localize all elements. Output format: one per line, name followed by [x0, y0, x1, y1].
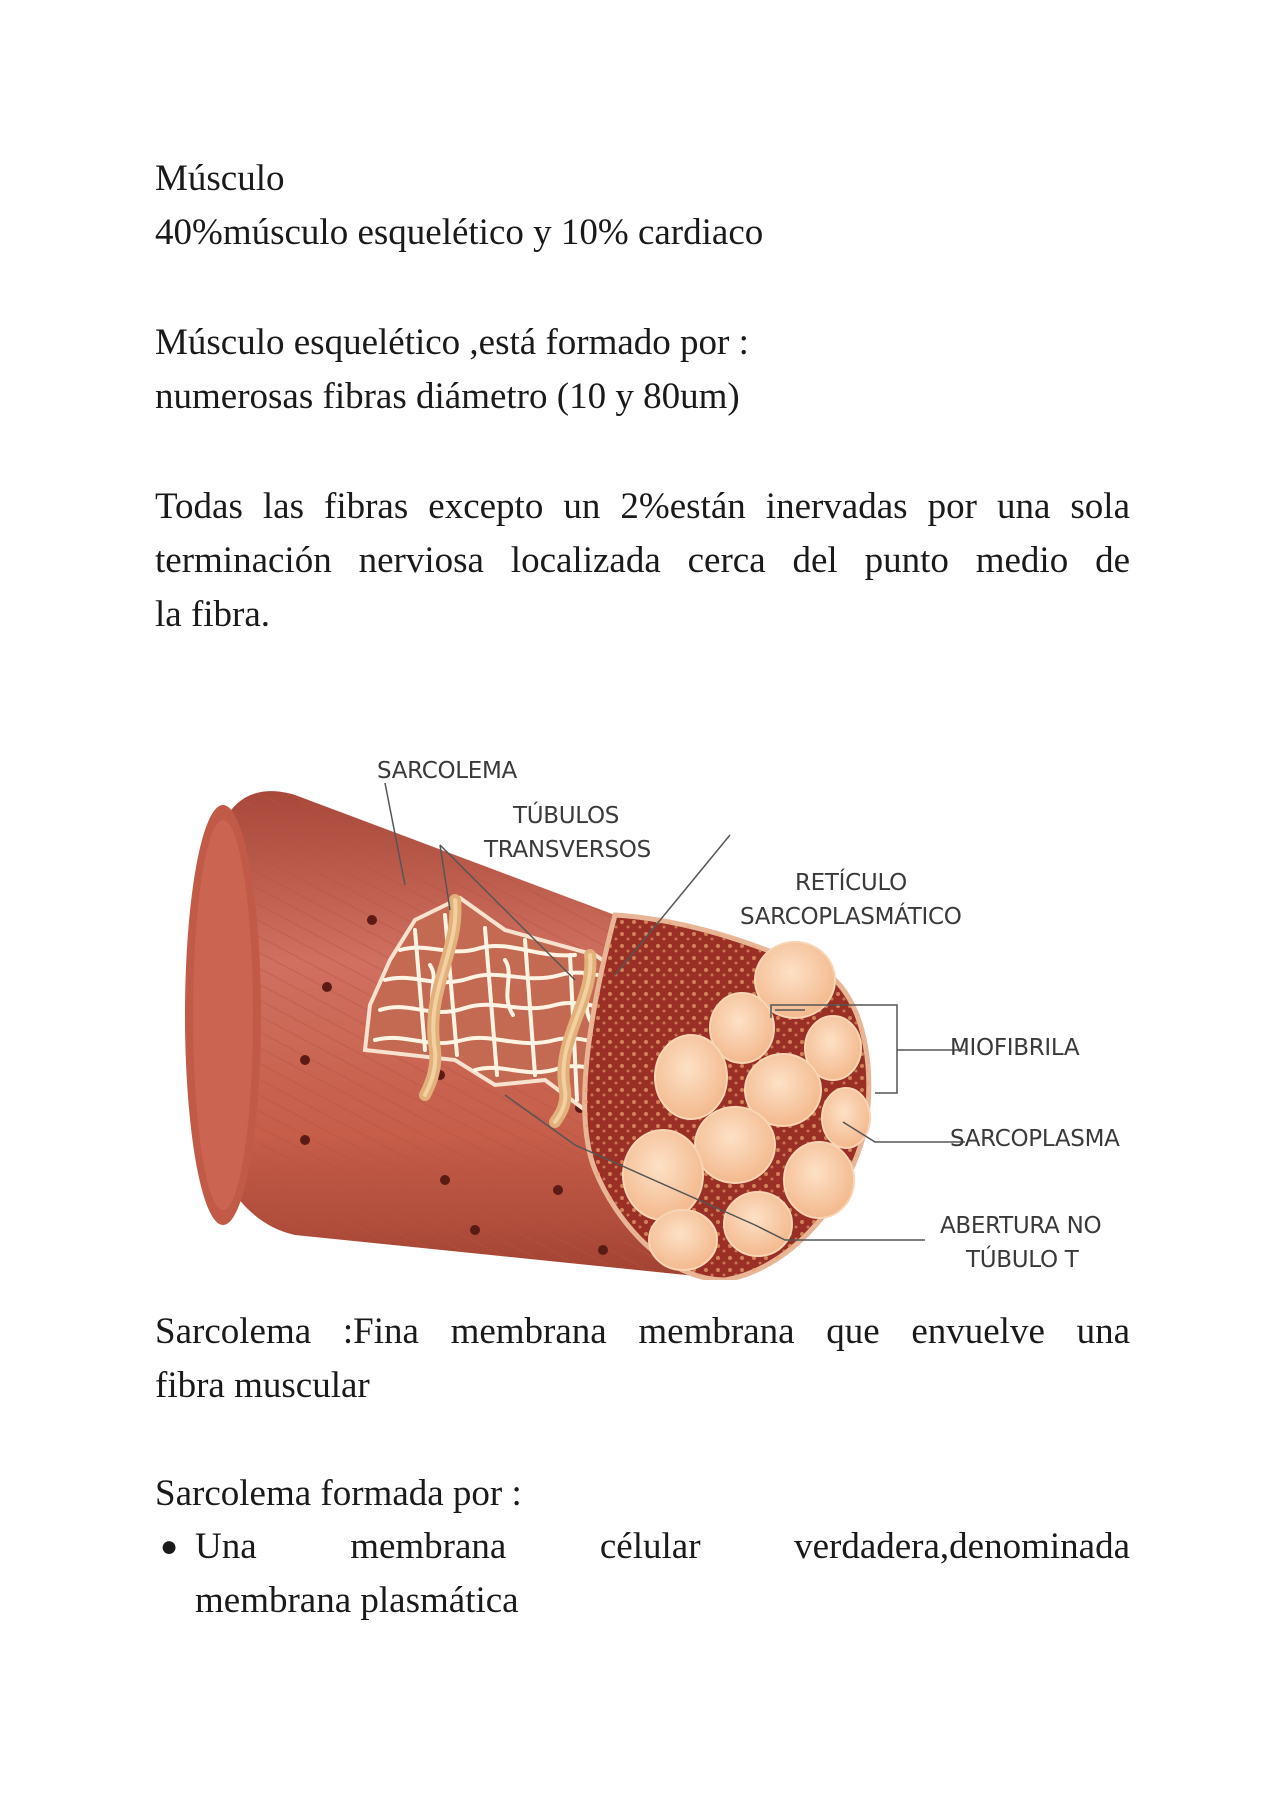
bullet-list-item [160, 1520, 1130, 1628]
sarcolema-definition-line-1: Sarcolema :Fina membrana membrana que envuelve una [155, 1311, 1130, 1352]
intro-title: Músculo [155, 158, 285, 199]
muscle-fiber-illustration [175, 750, 1135, 1280]
label-abertura-line-1: ABERTURA NO [940, 1213, 1102, 1239]
sarcolema-definition-line-2: fibra muscular [155, 1365, 370, 1406]
label-sarcolema: SARCOLEMA [377, 758, 517, 784]
label-tubulos-line-2: TRANSVERSOS [484, 837, 651, 863]
bullet-line-2: membrana plasmática [195, 1580, 519, 1621]
innervation-paragraph [155, 480, 1130, 642]
label-abertura-line-2: TÚBULO T [966, 1247, 1079, 1273]
innervation-line-3: la fibra. [155, 594, 271, 635]
sarcolema-composition-title: Sarcolema formada por : [155, 1473, 522, 1514]
label-miofibrila: MIOFIBRILA [950, 1035, 1080, 1061]
label-reticulo-line-1: RETÍCULO [795, 870, 907, 896]
bullet-line-1: Una membrana célular verdadera,denominada [195, 1526, 1130, 1567]
intro-percentages: 40%músculo esquelético y 10% cardiaco [155, 212, 764, 253]
label-sarcoplasma: SARCOPLASMA [950, 1126, 1120, 1152]
sarcolema-definition-paragraph [155, 1305, 1130, 1413]
label-tubulos-line-1: TÚBULOS [513, 803, 620, 829]
sarcolema-composition-heading [155, 1467, 1130, 1521]
composition-line-2: numerosas fibras diámetro (10 y 80um) [155, 376, 740, 417]
composition-paragraph [155, 316, 1130, 424]
innervation-line-1: Todas las fibras excepto un 2%están inervadas por una sola [155, 486, 1130, 527]
composition-line-1: Músculo esquelético ,está formado por : [155, 322, 749, 363]
bullet-marker: ● [160, 1530, 179, 1563]
muscle-fiber-diagram [175, 750, 1135, 1280]
label-reticulo-line-2: SARCOPLASMÁTICO [740, 904, 962, 930]
intro-paragraph [155, 152, 1130, 260]
innervation-line-2: terminación nerviosa localizada cerca del punto medio de [155, 540, 1130, 581]
